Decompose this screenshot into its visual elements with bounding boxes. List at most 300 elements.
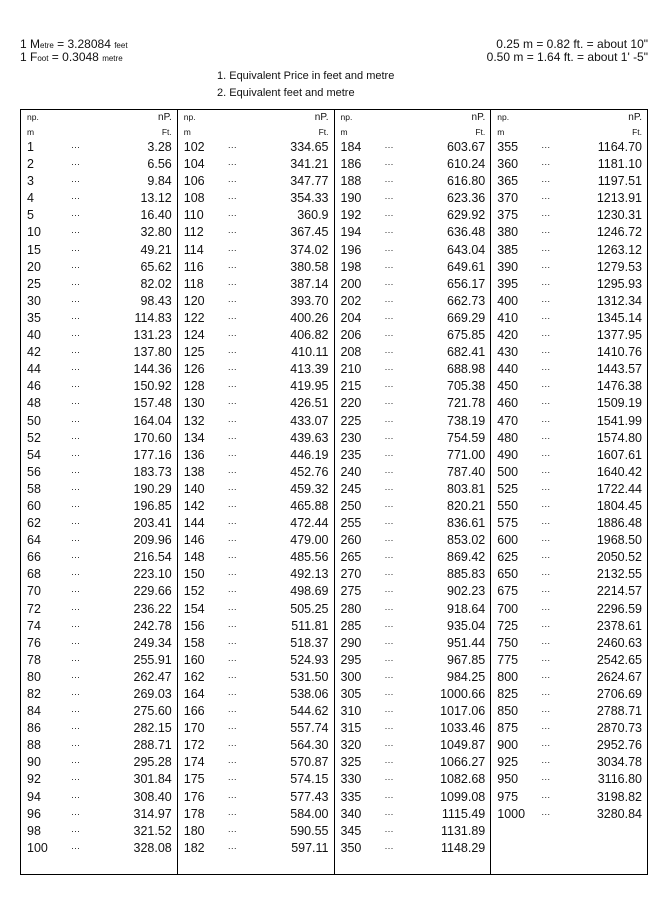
feet-value: 413.39 — [290, 362, 329, 377]
table-row — [178, 430, 334, 447]
feet-value: 1377.95 — [596, 328, 642, 343]
feet-value: 616.80 — [447, 174, 486, 189]
leader-dots: ··· — [384, 603, 394, 614]
feet-value: 374.02 — [290, 242, 329, 257]
table-row — [335, 361, 491, 378]
metre-value: 975 — [497, 789, 519, 804]
leader-dots: ··· — [71, 825, 80, 836]
metre-value: 300 — [340, 669, 362, 684]
table-row — [21, 720, 177, 737]
table-row — [491, 344, 647, 361]
feet-value: 114.83 — [134, 310, 172, 325]
metre-value: 750 — [497, 635, 519, 650]
leader-dots: ··· — [71, 654, 80, 665]
feet-value: 1804.45 — [596, 498, 642, 513]
leader-dots: ··· — [541, 706, 551, 717]
leader-dots: ··· — [541, 620, 551, 631]
table-row — [21, 259, 177, 276]
metre-value: 102 — [183, 140, 205, 154]
metre-value: 148 — [183, 550, 205, 565]
feet-value: 967.85 — [447, 652, 486, 667]
table-row — [21, 566, 177, 583]
metre-value: 128 — [183, 379, 205, 394]
leader-dots: ··· — [71, 706, 80, 717]
table-row — [335, 464, 491, 481]
feet-value: 13.12 — [140, 191, 172, 206]
leader-dots: ··· — [384, 398, 394, 409]
table-row — [491, 447, 647, 464]
feet-header: nP. — [471, 112, 486, 123]
leader-dots: ··· — [71, 842, 80, 853]
leader-dots: ··· — [384, 552, 394, 563]
table-row — [491, 686, 647, 703]
feet-value: 426.51 — [290, 396, 329, 411]
table-row — [21, 618, 177, 635]
leader-dots: ··· — [71, 398, 80, 409]
feet-value: 1164.70 — [597, 140, 642, 154]
feet-value: 439.63 — [290, 430, 329, 445]
feet-value: 3198.82 — [596, 789, 642, 804]
leader-dots: ··· — [227, 432, 237, 443]
table-row — [491, 361, 647, 378]
feet-value: 190.29 — [133, 481, 172, 496]
leader-dots: ··· — [384, 569, 394, 580]
table-row — [21, 190, 177, 207]
feet-value: 902.23 — [447, 584, 486, 599]
leader-dots: ··· — [541, 483, 551, 494]
feet-value: 1263.12 — [596, 242, 642, 257]
table-row — [21, 242, 177, 259]
feet-value: 754.59 — [447, 430, 486, 445]
table-row — [178, 789, 334, 806]
metre-value: 305 — [340, 687, 362, 701]
leader-dots: ··· — [541, 312, 551, 323]
leader-dots: ··· — [541, 569, 551, 580]
feet-value: 479.00 — [290, 533, 329, 548]
leader-dots: ··· — [71, 227, 80, 238]
table-row — [335, 413, 491, 430]
table-row — [178, 601, 334, 618]
metre-value: 42 — [27, 345, 41, 360]
feet-value: 2624.67 — [596, 669, 642, 684]
table-row — [335, 652, 491, 669]
feet-value: 688.98 — [447, 362, 486, 377]
leader-dots: ··· — [384, 432, 394, 443]
table-row — [21, 207, 177, 224]
feet-value: 137.80 — [133, 345, 172, 360]
table-row — [21, 378, 177, 395]
leader-dots: ··· — [227, 637, 237, 648]
feet-value: 636.48 — [447, 225, 486, 240]
table-row — [335, 515, 491, 532]
leader-dots: ··· — [384, 791, 394, 802]
leader-dots: ··· — [71, 278, 80, 289]
table-row — [21, 293, 177, 310]
table-row — [335, 190, 491, 207]
table-row — [21, 139, 177, 156]
table-row — [491, 806, 647, 823]
metre-value: 78 — [27, 652, 41, 667]
unit-header — [335, 125, 491, 139]
table-row — [21, 737, 177, 754]
feet-value: 531.50 — [290, 669, 329, 684]
leader-dots: ··· — [227, 261, 237, 272]
table-row — [335, 395, 491, 412]
metre-value: 90 — [27, 755, 41, 770]
table-row — [335, 293, 491, 310]
leader-dots: ··· — [227, 518, 237, 529]
feet-value: 6.56 — [147, 157, 172, 172]
metre-value: 260 — [340, 533, 362, 548]
leader-dots: ··· — [541, 381, 551, 392]
feet-value: 610.24 — [447, 157, 486, 172]
metre-value: 82 — [27, 687, 41, 701]
feet-value: 1279.53 — [596, 259, 642, 274]
metre-value: 176 — [183, 789, 205, 804]
table-row — [491, 789, 647, 806]
metre-value: 50 — [27, 413, 41, 428]
feet-value: 275.60 — [133, 704, 172, 719]
feet-value: 164.04 — [133, 413, 172, 428]
leader-dots: ··· — [227, 791, 237, 802]
feet-value: 249.34 — [133, 635, 172, 650]
metre-header: np. — [340, 112, 353, 122]
foot-definition: 1 Foot = 0.3048 metre — [20, 50, 123, 64]
table-row — [21, 361, 177, 378]
column-header — [491, 110, 647, 125]
metre-value: 950 — [497, 772, 519, 787]
feet-value: 2460.63 — [596, 635, 642, 650]
metre-value: 625 — [497, 550, 519, 565]
table-row — [178, 532, 334, 549]
feet-value: 2132.55 — [596, 567, 642, 582]
table-row — [21, 156, 177, 173]
metre-value: 106 — [183, 174, 205, 189]
table-row — [491, 601, 647, 618]
table-row — [21, 823, 177, 840]
leader-dots: ··· — [541, 552, 551, 563]
feet-value: 2870.73 — [596, 721, 642, 736]
table-row — [21, 771, 177, 788]
leader-dots: ··· — [541, 740, 551, 751]
leader-dots: ··· — [384, 842, 394, 853]
table-row — [21, 754, 177, 771]
feet-value: 721.78 — [447, 396, 486, 411]
feet-value: 2952.76 — [596, 738, 642, 753]
metre-value: 10 — [27, 225, 41, 240]
feet-value: 216.54 — [133, 550, 172, 565]
metre-value: 285 — [340, 618, 362, 633]
metre-value: 70 — [27, 584, 41, 599]
metre-value: 72 — [27, 601, 41, 616]
feet-value: 183.73 — [133, 464, 172, 479]
feet-value: 1115.49 — [441, 806, 486, 821]
feet-value: 2542.65 — [596, 652, 642, 667]
leader-dots: ··· — [227, 364, 237, 375]
metre-value: 360 — [497, 157, 519, 172]
table-row — [491, 224, 647, 241]
column-header — [178, 110, 334, 125]
table-row — [178, 481, 334, 498]
table-row — [178, 635, 334, 652]
table-row — [335, 344, 491, 361]
metre-value: 118 — [183, 276, 204, 291]
feet-value: 1082.68 — [440, 772, 486, 787]
leader-dots: ··· — [227, 483, 237, 494]
metre-value: 315 — [340, 721, 362, 736]
metre-value: 3 — [27, 174, 34, 189]
leader-dots: ··· — [541, 689, 551, 699]
metre-value: 158 — [183, 635, 205, 650]
metre-value: 340 — [340, 806, 362, 821]
metre-value: 390 — [497, 259, 519, 274]
feet-value: 433.07 — [290, 413, 329, 428]
metre-value: 370 — [497, 191, 519, 206]
table-row — [491, 635, 647, 652]
leader-dots: ··· — [541, 142, 551, 152]
metre-unit: m — [27, 127, 35, 137]
leader-dots: ··· — [541, 278, 551, 289]
leader-dots: ··· — [384, 620, 394, 631]
table-row — [178, 737, 334, 754]
feet-value: 1099.08 — [440, 789, 486, 804]
table-row — [21, 447, 177, 464]
feet-value: 1345.14 — [596, 310, 642, 325]
leader-dots: ··· — [541, 159, 551, 170]
leader-dots: ··· — [384, 159, 394, 170]
leader-dots: ··· — [71, 535, 80, 546]
leader-dots: ··· — [227, 689, 237, 699]
table-row — [21, 669, 177, 686]
table-row — [335, 566, 491, 583]
leader-dots: ··· — [71, 620, 80, 631]
leader-dots: ··· — [227, 312, 237, 323]
leader-dots: ··· — [227, 603, 237, 614]
table-row — [335, 447, 491, 464]
feet-value: 1000.66 — [440, 687, 486, 701]
table-row — [21, 173, 177, 190]
feet-value: 196.85 — [133, 498, 172, 513]
leader-dots: ··· — [227, 142, 237, 152]
metre-value: 94 — [27, 789, 41, 804]
feet-value: 380.58 — [290, 259, 329, 274]
feet-value: 341.21 — [290, 157, 329, 172]
leader-dots: ··· — [227, 347, 237, 358]
leader-dots: ··· — [71, 295, 80, 306]
leader-dots: ··· — [71, 261, 80, 272]
metre-value: 192 — [340, 208, 362, 223]
feet-value: 288.71 — [133, 738, 172, 753]
feet-value: 498.69 — [290, 584, 329, 599]
table-row — [178, 583, 334, 600]
table-row — [21, 498, 177, 515]
metre-value: 875 — [497, 721, 519, 736]
feet-value: 472.44 — [290, 516, 329, 531]
metre-value: 190 — [340, 191, 362, 206]
metre-value: 162 — [183, 669, 205, 684]
feet-value: 623.36 — [447, 191, 486, 206]
leader-dots: ··· — [541, 415, 551, 426]
table-row — [21, 583, 177, 600]
table-row — [178, 669, 334, 686]
leader-dots: ··· — [71, 193, 80, 204]
leader-dots: ··· — [227, 774, 237, 785]
feet-value: 518.37 — [290, 635, 329, 650]
leader-dots: ··· — [71, 466, 80, 477]
leader-dots: ··· — [71, 757, 80, 768]
subtitle-2: 2. Equivalent feet and metre — [217, 87, 355, 99]
table-row — [335, 259, 491, 276]
feet-value: 705.38 — [447, 379, 486, 394]
feet-value: 3.28 — [147, 140, 172, 154]
leader-dots: ··· — [384, 449, 394, 460]
leader-dots: ··· — [541, 347, 551, 358]
leader-dots: ··· — [227, 535, 237, 546]
metre-value: 182 — [183, 840, 205, 855]
table-row — [178, 242, 334, 259]
feet-value: 584.00 — [290, 806, 329, 821]
leader-dots: ··· — [384, 723, 394, 734]
feet-value: 295.28 — [133, 755, 172, 770]
metre-value: 240 — [340, 464, 362, 479]
metre-value: 206 — [340, 328, 362, 343]
metre-value: 170 — [183, 721, 205, 736]
feet-value: 1607.61 — [596, 447, 642, 462]
metre-value: 64 — [27, 533, 41, 548]
table-row — [178, 806, 334, 823]
feet-value: 452.76 — [290, 464, 329, 479]
table-row — [491, 395, 647, 412]
feet-header: nP. — [628, 112, 642, 123]
feet-value: 771.00 — [447, 447, 486, 462]
feet-value: 1148.29 — [440, 840, 486, 855]
metre-value: 295 — [340, 652, 362, 667]
leader-dots: ··· — [384, 142, 394, 152]
leader-dots: ··· — [227, 227, 237, 238]
table-row — [335, 840, 491, 857]
feet-value: 951.44 — [447, 635, 486, 650]
table-row — [335, 601, 491, 618]
subtitle-1: 1. Equivalent Price in feet and metre — [217, 70, 395, 82]
table-row — [491, 498, 647, 515]
metre-value: 122 — [183, 310, 205, 325]
feet-value: 144.36 — [133, 362, 172, 377]
metre-value: 80 — [27, 669, 41, 684]
leader-dots: ··· — [384, 483, 394, 494]
feet-value: 2706.69 — [596, 687, 642, 701]
metre-value: 335 — [340, 789, 362, 804]
leader-dots: ··· — [227, 210, 237, 221]
feet-value: 1197.51 — [597, 174, 642, 189]
metre-value: 180 — [183, 823, 205, 838]
feet-value: 603.67 — [447, 140, 486, 154]
feet-value: 354.33 — [290, 191, 329, 206]
table-row — [335, 173, 491, 190]
leader-dots: ··· — [541, 671, 551, 682]
feet-value: 1640.42 — [596, 464, 642, 479]
table-row — [335, 737, 491, 754]
metre-value: 196 — [340, 242, 362, 257]
table-row — [178, 515, 334, 532]
table-row — [335, 378, 491, 395]
feet-value: 465.88 — [290, 498, 329, 513]
table-row — [178, 156, 334, 173]
table-row — [21, 601, 177, 618]
feet-value: 1246.72 — [596, 225, 642, 240]
feet-value: 170.60 — [133, 430, 172, 445]
table-row — [178, 276, 334, 293]
metre-value: 134 — [183, 430, 205, 445]
table-row — [21, 276, 177, 293]
leader-dots: ··· — [541, 603, 551, 614]
feet-value: 869.42 — [447, 550, 486, 565]
table-row — [178, 686, 334, 703]
fraction-line-2: 0.50 m = 1.64 ft. = about 1' -5" — [486, 50, 648, 64]
table-row — [335, 207, 491, 224]
metre-value: 500 — [497, 464, 519, 479]
table-row — [491, 293, 647, 310]
table-row — [21, 806, 177, 823]
metre-value: 355 — [497, 140, 519, 154]
leader-dots: ··· — [71, 330, 80, 341]
feet-value: 334.65 — [290, 140, 329, 154]
table-row — [21, 686, 177, 703]
leader-dots: ··· — [71, 671, 80, 682]
metre-value: 675 — [497, 584, 519, 599]
unit-header — [21, 125, 177, 139]
table-row — [178, 840, 334, 857]
table-row — [178, 190, 334, 207]
feet-value: 1476.38 — [596, 379, 642, 394]
metre-value: 650 — [497, 567, 519, 582]
table-row — [178, 823, 334, 840]
metre-value: 480 — [497, 430, 519, 445]
feet-value: 209.96 — [133, 533, 172, 548]
metre-value: 208 — [340, 345, 362, 360]
table-row — [335, 498, 491, 515]
metre-value: 250 — [340, 498, 362, 513]
table-row — [491, 378, 647, 395]
metre-value: 136 — [183, 447, 205, 462]
table-column — [491, 110, 647, 874]
table-row — [178, 207, 334, 224]
table-row — [21, 635, 177, 652]
metre-value: 164 — [183, 687, 205, 701]
feet-value: 1049.87 — [440, 738, 486, 753]
feet-value: 229.66 — [133, 584, 172, 599]
feet-value: 314.97 — [133, 806, 172, 821]
feet-value: 1017.06 — [440, 704, 486, 719]
leader-dots: ··· — [227, 176, 237, 187]
table-row — [491, 259, 647, 276]
table-row — [491, 413, 647, 430]
table-row — [491, 737, 647, 754]
leader-dots: ··· — [384, 518, 394, 529]
metre-value: 204 — [340, 310, 362, 325]
leader-dots: ··· — [384, 757, 394, 768]
table-row — [491, 566, 647, 583]
metre-value: 124 — [183, 328, 205, 343]
table-row — [21, 789, 177, 806]
table-row — [178, 549, 334, 566]
feet-value: 308.40 — [133, 789, 172, 804]
feet-value: 1509.19 — [596, 396, 642, 411]
metre-value: 132 — [183, 413, 205, 428]
leader-dots: ··· — [384, 261, 394, 272]
leader-dots: ··· — [384, 381, 394, 392]
metre-value: 186 — [340, 157, 362, 172]
leader-dots: ··· — [384, 466, 394, 477]
